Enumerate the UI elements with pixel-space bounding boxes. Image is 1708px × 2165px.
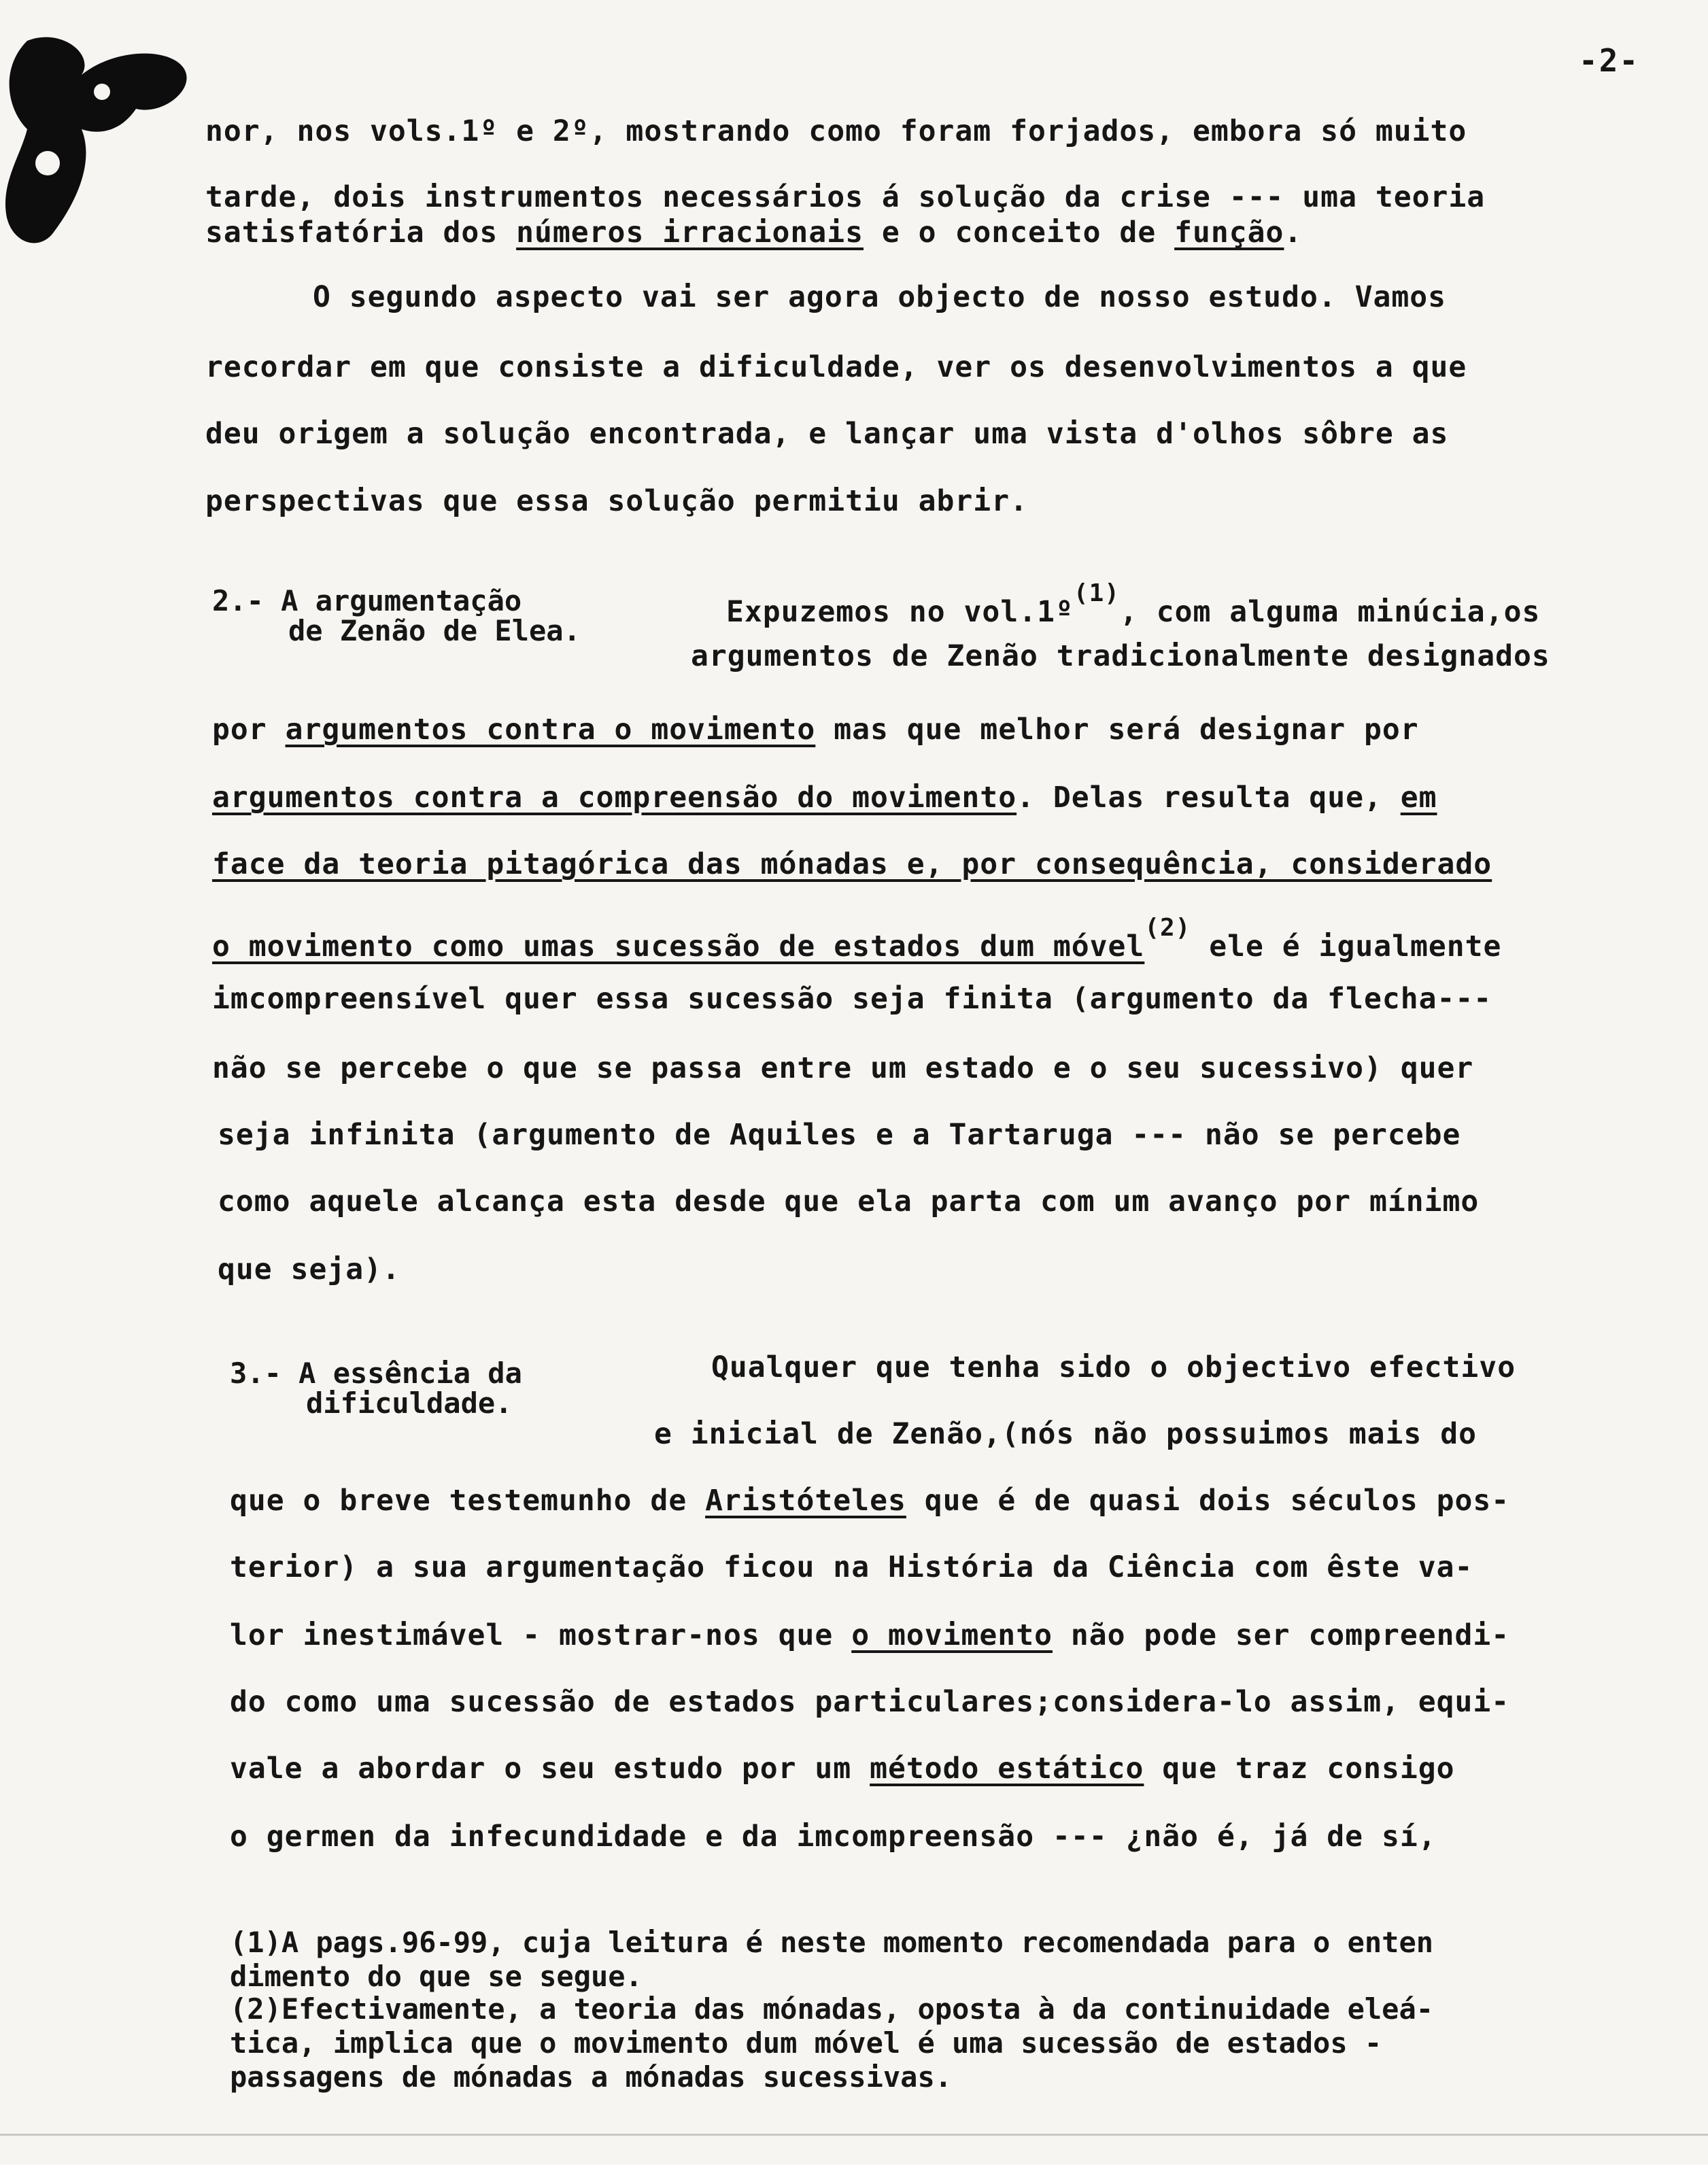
section-3-heading xyxy=(230,1359,522,1418)
s2-line-f xyxy=(212,914,1501,964)
footnote-1: (1)A pags.96-99, cuja leitura é neste momento recomendada para o enten dimento do que se segue. xyxy=(230,1926,1434,1993)
intro-text: satisfatória dos xyxy=(205,216,517,250)
underlined-term: o movimento xyxy=(851,1618,1053,1652)
underlined-term: em xyxy=(1400,781,1437,815)
footnote-ref-2: (2) xyxy=(1144,914,1191,942)
s2-text: Expuzemos no vol.1º xyxy=(726,595,1074,629)
s3-line-d: terior) a sua argumentação ficou na História da Ciência com êste va- xyxy=(230,1550,1473,1584)
s3-text: não pode ser compreendi- xyxy=(1052,1618,1510,1652)
s3-text: que traz consigo xyxy=(1144,1752,1455,1786)
heading-line: dificuldade. xyxy=(306,1386,513,1420)
underlined-term: face da teoria pitagórica das mónadas e, por consequência, considerado xyxy=(212,847,1492,881)
s2-line-k: que seja). xyxy=(218,1252,400,1286)
underlined-term: argumentos contra a compreensão do movimento xyxy=(212,781,1017,815)
s2-line-j: como aquele alcança esta desde que ela parta com um avanço por mínimo xyxy=(218,1184,1480,1218)
s2-line-e xyxy=(212,847,1492,881)
page-bottom-edge xyxy=(0,2134,1708,2136)
underlined-term: método estático xyxy=(870,1752,1144,1786)
intro-line-4: O segundo aspecto vai ser agora objecto de nosso estudo. Vamos xyxy=(313,280,1447,314)
page-number: -2- xyxy=(1579,42,1640,79)
heading-line: 2.- A argumentação xyxy=(212,584,522,617)
ink-blot xyxy=(0,27,197,252)
footnote-2: (2)Efectivamente, a teoria das mónadas, oposta à da continuidade eleá- tica, implica que o movimento dum móvel é uma sucessão de estados - passagens de mónadas a mónadas sucessivas. xyxy=(230,1992,1434,2094)
s2-text: mas que melhor será designar por xyxy=(815,713,1419,747)
intro-line-1: nor, nos vols.1º e 2º, mostrando como foram forjados, embora só muito xyxy=(205,114,1467,148)
underlined-term: números irracionais xyxy=(516,216,864,250)
s3-text: que é de quasi dois séculos pos- xyxy=(906,1484,1510,1518)
underlined-term: função xyxy=(1174,216,1284,250)
s2-text: ele é igualmente xyxy=(1191,930,1502,964)
intro-line-7: perspectivas que essa solução permitiu abrir. xyxy=(205,484,1028,518)
underlined-term: Aristóteles xyxy=(705,1484,906,1518)
s2-line-d xyxy=(212,781,1437,815)
s3-line-c xyxy=(230,1484,1509,1518)
underlined-term: o movimento como umas sucessão de estados dum móvel xyxy=(212,930,1145,964)
intro-line-6: deu origem a solução encontrada, e lançar uma vista d'olhos sôbre as xyxy=(205,417,1449,451)
s2-text: por xyxy=(212,713,286,747)
s2-line-i: seja infinita (argumento de Aquiles e a Tartaruga --- não se percebe xyxy=(218,1118,1461,1152)
s2-line-h: não se percebe o que se passa entre um estado e o seu sucessivo) quer xyxy=(212,1051,1474,1085)
intro-text: . xyxy=(1284,216,1303,250)
s3-line-e xyxy=(230,1618,1509,1652)
footnote-ref-1: (1) xyxy=(1073,579,1120,607)
s3-line-b: e inicial de Zenão,(nós não possuimos mais do xyxy=(654,1417,1477,1451)
s3-text: vale a abordar o seu estudo por um xyxy=(230,1752,870,1786)
heading-line: 3.- A essência da xyxy=(230,1357,522,1390)
intro-text: e o conceito de xyxy=(864,216,1175,250)
s3-line-h: o germen da infecundidade e da imcompreensão --- ¿não é, já de sí, xyxy=(230,1820,1437,1854)
s2-line-a xyxy=(726,579,1540,629)
intro-line-3 xyxy=(205,216,1302,250)
heading-line: de Zenão de Elea. xyxy=(288,614,581,647)
s2-line-b: argumentos de Zenão tradicionalmente designados xyxy=(691,639,1550,673)
intro-line-5: recordar em que consiste a dificuldade, ver os desenvolvimentos a que xyxy=(205,350,1467,384)
s3-line-f: do como uma sucessão de estados particulares;considera-lo assim, equi- xyxy=(230,1685,1510,1719)
section-2-heading xyxy=(212,586,581,646)
s2-text: . Delas resulta que, xyxy=(1017,781,1401,815)
s3-text: lor inestimável - mostrar-nos que xyxy=(230,1618,852,1652)
s2-line-c xyxy=(212,713,1419,747)
s3-line-g xyxy=(230,1752,1455,1786)
s3-text: que o breve testemunho de xyxy=(230,1484,706,1518)
s2-line-g: imcompreensível quer essa sucessão seja finita (argumento da flecha--- xyxy=(212,982,1492,1016)
underlined-term: argumentos contra o movimento xyxy=(285,713,816,747)
intro-line-2: tarde, dois instrumentos necessários á solução da crise --- uma teoria xyxy=(205,180,1486,214)
s2-text: , com alguma minúcia,os xyxy=(1119,595,1541,629)
s3-line-a: Qualquer que tenha sido o objectivo efectivo xyxy=(711,1350,1516,1384)
